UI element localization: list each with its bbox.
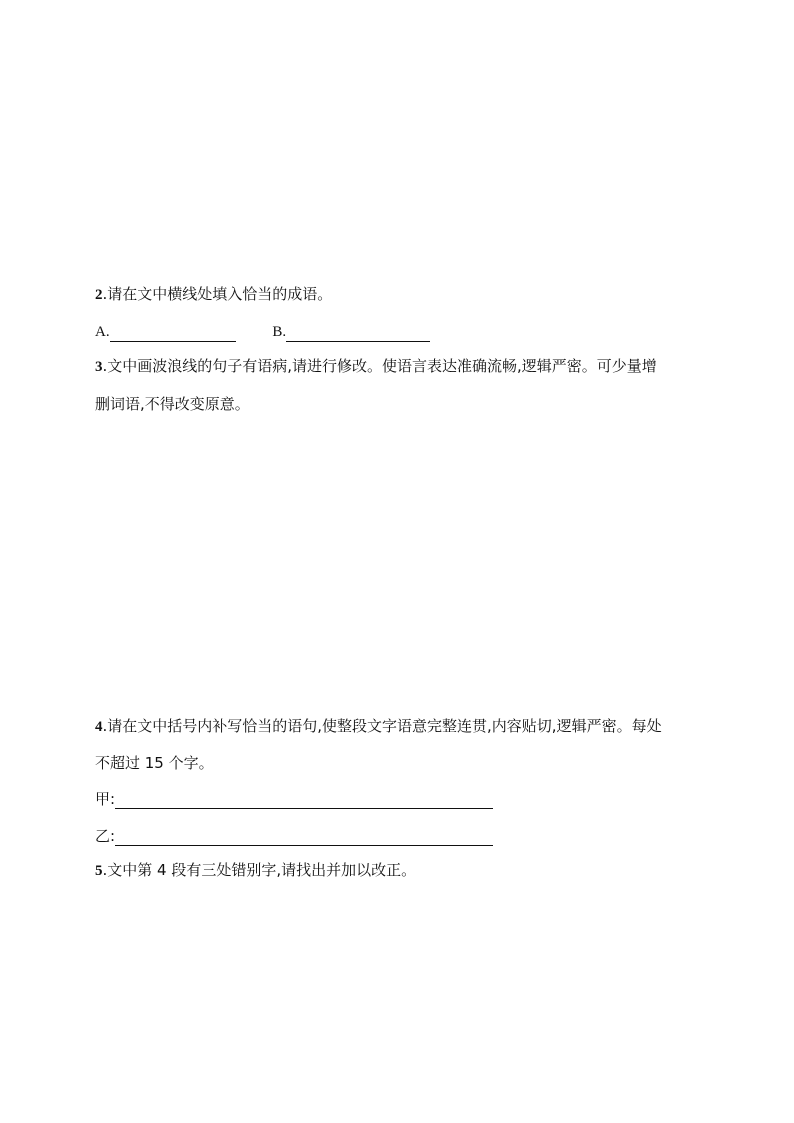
answer-label: 甲:	[95, 790, 116, 808]
question-2	[95, 284, 332, 305]
question-5	[95, 860, 416, 881]
answer-blank-b[interactable]	[286, 326, 430, 342]
question-text-line1: .文中画波浪线的句子有语病,请进行修改。使语言表达准确流畅,逻辑严密。可少量增	[102, 357, 657, 375]
question-2-answers	[95, 321, 430, 342]
question-text-line2: 不超过 15 个字。	[95, 754, 214, 772]
question-4-line2	[95, 753, 214, 773]
question-number: 3	[95, 359, 103, 375]
answer-a	[95, 322, 236, 342]
answer-label: B.	[272, 324, 287, 340]
answer-jia	[95, 789, 493, 809]
answer-label: 乙:	[95, 827, 116, 845]
question-3-line2	[95, 394, 250, 414]
answer-blank-a[interactable]	[110, 326, 236, 342]
question-text-line2: 删词语,不得改变原意。	[95, 395, 250, 413]
question-4	[95, 716, 662, 737]
answer-b	[272, 322, 430, 342]
answer-yi-item	[95, 826, 493, 846]
answer-blank-yi[interactable]	[115, 830, 493, 846]
answer-yi	[95, 826, 493, 846]
question-text-line1: .请在文中括号内补写恰当的语句,使整段文字语意完整连贯,内容贴切,逻辑严密。每处	[102, 717, 662, 735]
question-text: .请在文中横线处填入恰当的成语。	[102, 285, 333, 303]
question-3	[95, 356, 657, 377]
question-number: 2	[95, 287, 103, 303]
answer-label: A.	[95, 324, 110, 340]
question-number: 5	[95, 863, 103, 879]
answer-jia-item	[95, 789, 493, 809]
question-text: .文中第 4 段有三处错别字,请找出并加以改正。	[102, 861, 417, 879]
question-number: 4	[95, 719, 103, 735]
answer-blank-jia[interactable]	[115, 793, 493, 809]
